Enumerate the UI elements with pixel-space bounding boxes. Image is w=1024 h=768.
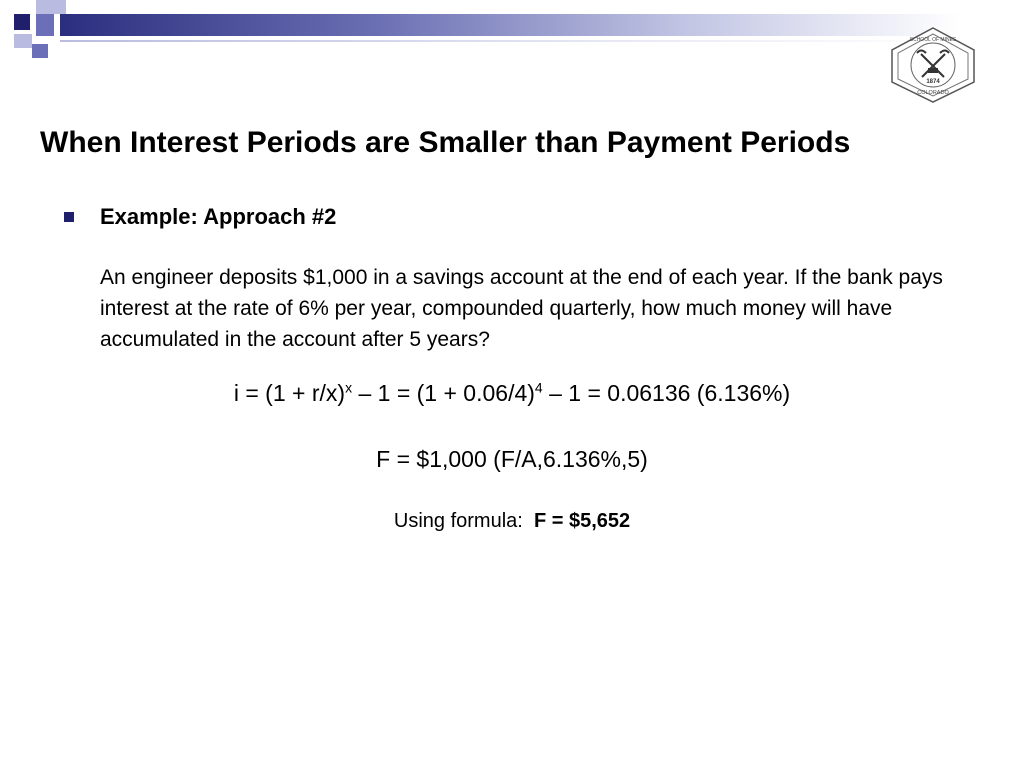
decor-square: [32, 44, 48, 58]
logo-bottom-text: COLORADO: [917, 90, 949, 96]
problem-statement: An engineer deposits $1,000 in a savings account at the end of each year. If the bank pays interest at the rate of 6% per year, compounded quarterly, how much money will have accumulated in the account after 5 years?: [100, 266, 943, 351]
eq1-exponent-x: x: [345, 379, 353, 396]
decor-square: [54, 0, 66, 14]
logo-year: 1874: [926, 79, 940, 85]
interest-rate-equation: [0, 380, 1024, 407]
result-line: [0, 510, 1024, 533]
decor-square: [36, 0, 54, 14]
bullet-heading: Example: Approach #2: [100, 204, 337, 229]
school-seal-logo: [888, 26, 978, 104]
slide-title: When Interest Periods are Smaller than Payment Periods: [40, 126, 851, 159]
future-value-equation: F = $1,000 (F/A,6.136%,5): [376, 446, 648, 472]
result-value: F = $5,652: [533, 510, 631, 532]
header-divider: [60, 40, 960, 42]
result-label: Using formula:: [393, 510, 534, 532]
eq1-part3: – 1 = 0.06136 (6.136%): [542, 380, 791, 406]
decor-square: [14, 14, 30, 30]
eq1-exponent-4: 4: [534, 379, 543, 396]
eq1-part1: i = (1 + r/x): [233, 380, 346, 406]
bullet-item: [64, 204, 336, 230]
logo-top-text: SCHOOL OF MINES: [909, 37, 957, 43]
decor-square: [36, 14, 54, 36]
bullet-square-icon: [64, 212, 74, 222]
decor-square: [14, 34, 32, 48]
header-gradient-band: [60, 14, 960, 36]
eq1-part2: – 1 = (1 + 0.06/4): [352, 380, 535, 406]
